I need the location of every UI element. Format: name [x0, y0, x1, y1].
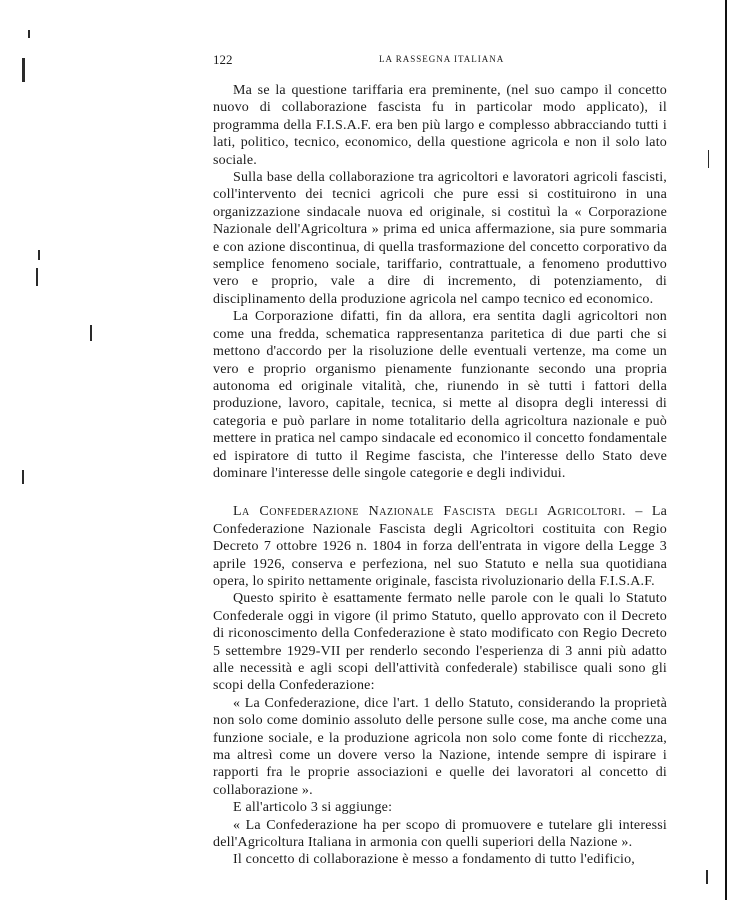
- section-heading: La Confederazione Nazionale Fascista degli Agricoltori.: [233, 504, 627, 520]
- paragraph: Questo spirito è esattamente fermato nelle parole con le quali lo Statuto Confederale oggi in vigore (il primo Statuto, quello approvato con il Decreto di riconoscimento della Confederazione è stato modificato con Regio Decreto 5 settembre 1929-VII per renderlo secondo l'esperienza di 3 anni più adatto alle necessità e agli scopi dell'attività confederale) stabilisce quali sono gli scopi della Confederazione:: [213, 591, 667, 694]
- scan-mark: [22, 470, 24, 484]
- paragraph: Il concetto di collaborazione è messo a fondamento di tutto l'edificio,: [233, 852, 635, 868]
- book-page: [213, 52, 667, 869]
- scan-mark: [28, 30, 30, 38]
- page-header: [213, 52, 667, 72]
- paragraph: La Corporazione difatti, fin da allora, era sentita dagli agricoltori non come una fredda, schematica rappresentanza paritetica di due parti che si mettono d'accordo per la risoluzione delle eventuali vertenze, ma come un vero e proprio organismo pienamente funzionante secondo una propria autonoma ed originale vitalità, che, riunendo in sè tutti i fattori della produzione, lavoro, capitale, tecnica, si mette al disopra degli interessi di categoria e può parlare in nome totalitario della agricoltura nazionale e può mettere in pratica nel campo sindacale ed economico il concetto fondamentale ed ispiratore di tutto il Regime fascista, che l'interesse dello Stato deve dominare l'interesse delle singole categorie e degli individui.: [213, 309, 667, 481]
- section-paragraph: [213, 503, 667, 590]
- scan-mark: [22, 58, 25, 82]
- page-number: 122: [213, 52, 233, 67]
- paragraph: E all'articolo 3 si aggiunge:: [233, 800, 393, 816]
- body-text: [213, 82, 667, 869]
- scan-mark: [706, 870, 708, 884]
- quote-paragraph: « La Confederazione ha per scopo di promuovere e tutelare gli interessi dell'Agricoltura Italiana in armonia con quelli superiori della Nazione ».: [213, 817, 667, 851]
- paragraph: Sulla base della collaborazione tra agricoltori e lavoratori agricoli fascisti, coll'intervento dei tecnici agricoli che pure essi si costituirono in una organizzazione sindacale nuova ed originale, si costituì la « Corporazione Nazionale dell'Agricoltura » prima ed unica affermazione, sia pure sommaria e con azione discontinua, di quella trasformazione del concetto corporativo da semplice fenomeno sociale, tariffario, contrattuale, a fenomeno produttivo vero e proprio, vale a dire di incremento, di potenziamento, di disciplinamento della produzione agricola nel campo tecnico ed economico.: [213, 170, 667, 307]
- scan-mark: [708, 150, 709, 168]
- quote-paragraph: « La Confederazione, dice l'art. 1 dello Statuto, considerando la proprietà non solo come dominio assoluto delle persone sulle cose, ma anche come una funzione sociale, e la produzione agricola non solo come fonte di ricchezza, ma altresì come un dovere verso la Nazione, intende sempre di ispirare i rapporti fra le proprie associazioni e quelle dei lavoratori al concetto di collaborazione ».: [213, 695, 667, 798]
- section-text: – La Confederazione Nazionale Fascista degli Agricoltori costituita con Regio Decreto 7 ottobre 1926 n. 1804 in forza dell'entrata in vigore della Legge 3 aprile 1926, conserva e perfeziona, nel suo Statuto e nella sua quotidiana opera, lo spirito nettamente originale, fascista rivoluzionario della F.I.S.A.F.: [213, 504, 668, 589]
- scan-mark: [36, 268, 38, 286]
- scan-mark: [90, 325, 92, 341]
- paragraph: Ma se la questione tariffaria era preminente, (nel suo campo il concetto nuovo di collaborazione fascista fu in particolar modo applicato), il programma della F.I.S.A.F. era ben più largo e complesso abbracciando tutti i lati, politico, tecnico, economico, della questione agricola e non il solo lato sociale.: [213, 83, 667, 168]
- scan-mark: [38, 250, 40, 260]
- page-binding-edge: [725, 0, 727, 900]
- running-head: LA RASSEGNA ITALIANA: [379, 54, 505, 64]
